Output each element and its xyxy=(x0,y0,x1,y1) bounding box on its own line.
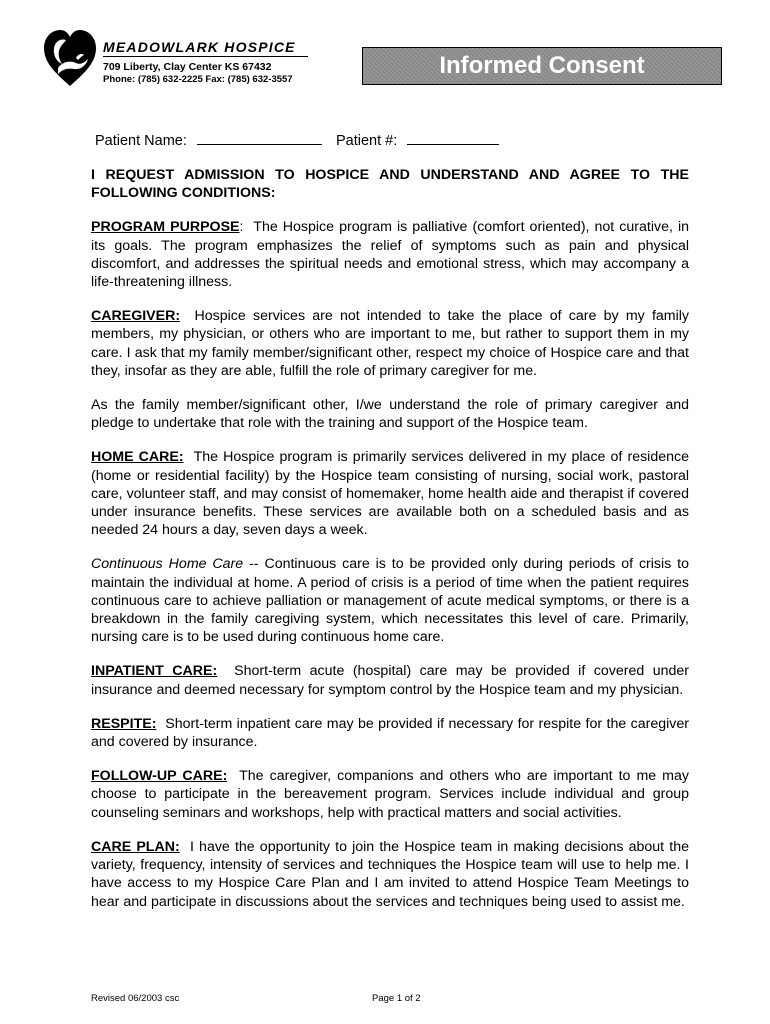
inpatient-care-heading: INPATIENT CARE: xyxy=(91,663,218,680)
follow-up-care-text: The caregiver, companions and others who are important to me may choose to participate in the bereavement program. Services include individual and group counseling seminars and workshops, help with practical matters and social activities. xyxy=(91,768,689,821)
home-care-text: The Hospice program is primarily services delivered in my place of residence (home or residential facility) by the Hospice team consisting of nursing, social work, pastoral care, volunteer staff, and may consist of homemaker, home health aide and therapist if covered under insurance benefits. These services are available both on a scheduled basis and as needed 24 hours a day, seven days a week. xyxy=(91,449,689,539)
respite-heading: RESPITE: xyxy=(91,715,157,732)
section-follow-up-care xyxy=(91,767,689,822)
request-heading: I REQUEST ADMISSION TO HOSPICE AND UNDERSTAND AND AGREE TO THE FOLLOWING CONDITIONS: xyxy=(91,167,689,202)
org-name: MEADOWLARK HOSPICE xyxy=(103,39,296,55)
title-banner xyxy=(362,47,722,85)
continuous-home-care-heading: Continuous Home Care xyxy=(91,556,244,573)
consent-body xyxy=(91,166,689,927)
section-caregiver xyxy=(91,307,689,380)
program-purpose-text: The Hospice program is palliative (comfort oriented), not curative, in its goals. The program emphasizes the relief of symptoms such as pain and physical discomfort, and addresses the spiritual needs and emotional stress, which may accompany a life-threatening illness. xyxy=(91,219,689,291)
org-phone: Phone: (785) 632-2225 Fax: (785) 632-3557 xyxy=(103,74,293,85)
patient-name-label: Patient Name: xyxy=(95,133,187,149)
patient-fields xyxy=(95,130,499,149)
patient-name-field[interactable] xyxy=(197,130,322,145)
section-program-purpose: PROGRAM PURPOSE: The Hospice program is palliative (comfort oriented), not curative, in its goals. The program emphasizes the relief of symptoms such as pain and physical discomfort, and addresses the spiritual needs and emotional stress, which may accompany a life-threatening illness. xyxy=(91,219,689,291)
caregiver-text: Hospice services are not intended to take the place of care by my family members, my physician, or others who are important to me, but rather to support them in my care. I ask that my family member/significant other, respect my choice of Hospice care and that they, insofar as they are able, fulfill the role of primary caregiver for me. xyxy=(91,308,689,379)
care-plan-heading: CARE PLAN: xyxy=(91,838,180,855)
continuous-home-care-text: -- Continuous care is to be provided only during periods of crisis to maintain the individual at home. A period of crisis is a period of time when the patient requires continuous care to achieve palliation or management of acute medical symptoms, or there is a breakdown in the family caregiving system, which necessitates this level of care. Primarily, nursing care is to be used during continuous home care. xyxy=(91,556,689,646)
inpatient-care-text: Short-term acute (hospital) care may be provided if covered under insurance and deemed necessary for symptom control by the Hospice team and my physician. xyxy=(91,663,689,698)
revision-note: Revised 06/2003 csc xyxy=(91,993,180,1004)
section-respite xyxy=(91,715,689,751)
respite-text: Short-term inpatient care may be provided if necessary for respite for the caregiver and covered by insurance. xyxy=(91,715,689,751)
caregiver-heading: CAREGIVER: xyxy=(91,308,181,325)
section-care-plan xyxy=(91,838,689,911)
page-number: Page 1 of 2 xyxy=(372,993,421,1004)
heart-bird-logo xyxy=(42,28,98,90)
section-home-care xyxy=(91,448,689,539)
patient-number-label: Patient #: xyxy=(335,133,398,149)
home-care-heading: HOME CARE: xyxy=(91,449,184,466)
caregiver-pledge: As the family member/significant other, I/we understand the role of primary caregiver and pledge to undertake that role with the training and support of the Hospice team. xyxy=(91,397,689,432)
care-plan-text: I have the opportunity to join the Hospice team in making decisions about the variety, frequency, intensity of services and techniques the Hospice team will use to help me. I have access to my Hospice Care Plan and I am invited to attend Hospice Team Meetings to hear and participate in discussions about the services and techniques being used to assist me. xyxy=(91,838,689,910)
program-purpose-heading: PROGRAM PURPOSE xyxy=(91,219,240,236)
patient-number-field[interactable] xyxy=(407,130,499,145)
section-inpatient-care xyxy=(91,662,689,698)
page-title: Informed Consent xyxy=(439,52,645,79)
section-continuous-home-care xyxy=(91,555,689,646)
org-name-rule xyxy=(103,56,308,57)
org-address: 709 Liberty, Clay Center KS 67432 xyxy=(103,61,272,73)
follow-up-care-heading: FOLLOW-UP CARE: xyxy=(91,768,228,785)
